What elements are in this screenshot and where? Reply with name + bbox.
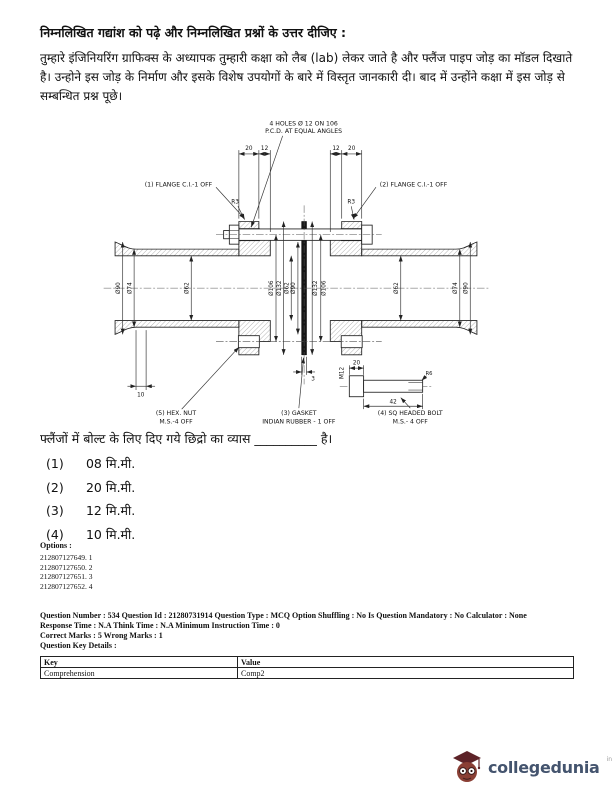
dia-90-right: Ø90 [463, 282, 470, 295]
meta-line-3: Correct Marks : 5 Wrong Marks : 1 [40, 631, 163, 640]
choice-number: (3) [46, 503, 64, 518]
option-id: 212807127649. 1 [40, 553, 93, 562]
meta-line-1: Question Number : 534 Question Id : 21280731914 Question Type : MCQ Option Shuffling : No Is Question Mandatory : No Calculator : None [40, 611, 527, 620]
passage-line: है। उन्होने इस जोड़ के निर्माण और इसके विशेष उपयोगों के बारे में विस्तृत जानकारी दी। बाद में उन्होंने कक्षा में इस जोड़ से [40, 70, 565, 84]
dim-12-right: 12 [332, 146, 340, 153]
dim-20-left: 20 [245, 146, 253, 153]
dim-10: 10 [137, 392, 145, 399]
mascot-icon [452, 750, 482, 784]
part3-label-line2: INDIAN RUBBER - 1 OFF [262, 418, 336, 426]
option-id: 212807127652. 4 [40, 581, 93, 591]
dim-10-group [127, 330, 155, 399]
dia-106-left: Ø106 [269, 280, 276, 296]
choice-2 [46, 476, 135, 500]
dim-12-left: 12 [260, 146, 269, 153]
note-line1: 4 HOLES Ø 12 ON 106 [269, 120, 338, 128]
dia-90-left: Ø90 [115, 282, 122, 295]
choice-1 [46, 452, 135, 476]
option-id: 212807127650. 2 [40, 562, 93, 572]
dia-74-right: Ø74 [452, 282, 459, 295]
dia-62-left: Ø62 [184, 282, 191, 295]
dim-3: 3 [311, 376, 315, 383]
flange1-label: (1) FLANGE C.I.-1 OFF [144, 181, 213, 189]
choice-label: 20 मि.मी. [85, 479, 136, 495]
instruction-heading: निम्नलिखित गद्यांश को पढ़े और निम्नलिखित प्रश्नों के उत्तर दीजिए : [40, 25, 346, 40]
dim-20-bolt: 20 [352, 360, 361, 367]
dia-132-left: Ø132 [276, 280, 283, 296]
thread-m12-label: M12 [339, 366, 346, 380]
question-metadata [40, 611, 580, 651]
option-id: 212807127651. 3 [40, 572, 93, 581]
table-row [41, 668, 574, 679]
value-cell: Comp2 [238, 668, 574, 679]
fillet-r3-right: R3 [347, 199, 356, 206]
part5-label-line1: (5) HEX. NUT [155, 409, 197, 417]
square-head-bolt-detail [340, 360, 433, 409]
question-text: फ्लैंजों में बोल्ट के लिए दिए गये छिद्रो का व्यास __________ है। [40, 431, 333, 446]
dim-20-right: 20 [348, 146, 356, 153]
options-heading: Options : [40, 541, 72, 550]
question-key-table [40, 656, 574, 679]
dia-132-gasket: Ø132 [312, 280, 319, 296]
part3-label-line1: (3) GASKET [281, 409, 317, 417]
choice-number: (2) [46, 479, 64, 495]
dim-42-bolt: 42 [389, 399, 397, 406]
meta-line-4: Question Key Details : [40, 641, 117, 650]
dia-106-gasket: Ø106 [321, 280, 328, 296]
note-line2: P.C.D. AT EQUAL ANGLES [265, 127, 343, 135]
options-id-block [40, 541, 93, 591]
brand-tld: in [606, 756, 612, 763]
choice-number: (4) [46, 526, 64, 542]
dia-74-left: Ø74 [127, 282, 134, 295]
part4-label-line2: M.S.- 4 OFF [392, 418, 428, 426]
technical-drawing [96, 112, 496, 435]
meta-line-2: Response Time : N.A Think Time : N.A Minimum Instruction Time : 0 [40, 621, 280, 630]
choices-list [46, 452, 135, 546]
collegedunia-logo [452, 750, 612, 784]
flanged-pipe-joint-drawing [96, 112, 496, 431]
part5-label-line2: M.S.-4 OFF [159, 418, 193, 426]
passage-line: तुम्हारे इंजिनियरिंग ग्राफिक्स के अध्यापक तुम्हारी कक्षा को लैब (lab) लेकर जाते है और फ्लैंज पाइप जोड़ का मॉडल दिखाते [40, 51, 573, 65]
choice-number: (1) [46, 456, 64, 471]
key-cell: Comprehension [41, 668, 238, 679]
choice-label: 08 मि.मी. [85, 456, 136, 471]
passage-line: सम्बन्धित प्रश्न पूछे। [40, 89, 123, 103]
passage [40, 49, 578, 106]
dia-62-right: Ø62 [393, 282, 400, 295]
fillet-r6-bolt: R6 [425, 370, 433, 377]
choice-3 [46, 499, 135, 523]
choice-label: 12 मि.मी. [85, 503, 136, 518]
flange2-label: (2) FLANGE C.I.-1 OFF [379, 181, 448, 189]
part4-label-line1: (4) SQ HEADED BOLT [377, 409, 443, 417]
fillet-r3-left: R3 [231, 199, 239, 206]
value-column-header: Value [238, 657, 574, 668]
dia-62-gasket: Ø62 [284, 282, 291, 295]
choice-label: 10 मि.मी. [85, 526, 136, 542]
holes-note [251, 119, 342, 227]
key-column-header: Key [41, 657, 238, 668]
brand-text: collegedunia [488, 757, 600, 777]
dia-90-gasket: Ø90 [291, 282, 298, 295]
flange-thickness-dimensions [239, 146, 362, 232]
